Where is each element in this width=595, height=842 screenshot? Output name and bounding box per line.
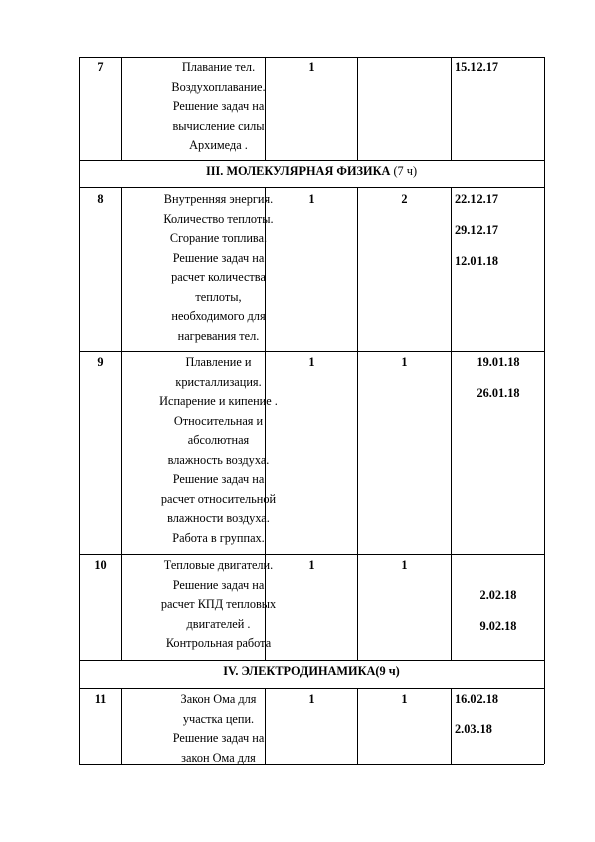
table-rule <box>79 660 544 661</box>
topic-line: Количество теплоты. <box>163 211 274 226</box>
topic-line: Контрольная работа <box>165 636 272 650</box>
topic-line: Решение задач на <box>172 250 265 265</box>
topic-line: Воздухоплавание. <box>171 79 266 94</box>
topic-line: Сгорание топлива. <box>169 231 268 245</box>
hours-count: 1 <box>308 192 315 206</box>
table-border-right <box>544 57 545 764</box>
practice-count: 1 <box>401 692 408 706</box>
topic-line: расчет количества <box>171 270 266 284</box>
practice-count: 2 <box>401 192 408 206</box>
topic-line: расчет КПД тепловых <box>160 597 277 611</box>
table-rule <box>79 688 544 689</box>
topic-line: абсолютная <box>187 433 250 447</box>
topic-line: нагревания тел. <box>177 328 260 343</box>
topic-line: участка цепи. <box>182 711 255 726</box>
topic-line: Архимеда . <box>189 138 248 152</box>
hours-count: 1 <box>308 60 315 74</box>
table-rule <box>79 160 544 161</box>
topic-line: вычисление силы <box>172 118 265 133</box>
lesson-number: 7 <box>97 60 104 74</box>
topic-line: Решение задач на <box>172 99 265 113</box>
lesson-date: 12.01.18 <box>455 254 499 268</box>
topic-line: влажность воздуха. <box>167 452 270 467</box>
topic-line: Внутренняя энергия. <box>163 192 274 206</box>
lesson-date: 2.02.18 <box>479 588 517 602</box>
lesson-date: 19.01.18 <box>476 355 520 369</box>
topic-line: кристаллизация. <box>175 374 262 389</box>
topic-line: Плавление и <box>185 355 252 369</box>
topic-line: Тепловые двигатели. <box>163 558 274 572</box>
column-rule <box>451 57 452 160</box>
section-heading <box>79 162 544 182</box>
topic-line: необходимого для <box>171 309 266 323</box>
lesson-date: 29.12.17 <box>455 223 499 237</box>
topic-line: Решение задач на <box>172 577 265 592</box>
column-rule <box>357 187 358 660</box>
topic-line: Работа в группах. <box>172 530 265 545</box>
section-heading <box>79 662 544 682</box>
lesson-date: 2.03.18 <box>455 722 492 736</box>
topic-line: расчет относительной <box>160 491 277 506</box>
lesson-number: 8 <box>97 192 104 206</box>
section-title: III. МОЛЕКУЛЯРНАЯ ФИЗИКА <box>205 164 391 178</box>
table-rule <box>79 187 544 188</box>
topic-line: влажности воздуха. <box>167 511 270 525</box>
topic-line: Испарение и кипение . <box>159 394 278 408</box>
topic-line: Относительная и <box>173 413 264 428</box>
topic-line: закон Ома для <box>181 750 256 765</box>
topic-line: Закон Ома для <box>180 692 257 706</box>
hours-count: 1 <box>308 355 315 369</box>
lesson-date: 22.12.17 <box>455 192 499 206</box>
lesson-date: 9.02.18 <box>479 619 517 633</box>
section-hours: (7 ч) <box>393 164 418 178</box>
topic-line: двигателей . <box>186 616 251 631</box>
lesson-number: 11 <box>94 692 107 706</box>
lesson-topic <box>122 190 315 346</box>
topic-line: теплоты, <box>195 289 242 304</box>
column-rule <box>451 688 452 764</box>
lesson-date: 26.01.18 <box>476 386 520 400</box>
section-title: IV. ЭЛЕКТРОДИНАМИКА(9 ч) <box>223 664 400 678</box>
topic-line: Решение задач на <box>172 472 265 486</box>
table-rule <box>79 351 544 352</box>
lesson-number: 10 <box>94 558 107 572</box>
lesson-date: 15.12.17 <box>455 60 499 74</box>
hours-count: 1 <box>308 558 315 572</box>
topic-line: Плавание тел. <box>181 60 256 74</box>
practice-count: 1 <box>401 355 408 369</box>
lesson-date: 16.02.18 <box>455 692 499 706</box>
practice-count: 1 <box>401 558 408 572</box>
lesson-number: 9 <box>97 355 104 369</box>
hours-count: 1 <box>308 692 315 706</box>
table-rule <box>79 554 544 555</box>
column-rule <box>357 57 358 160</box>
topic-line: Решение задач на <box>172 731 265 745</box>
lesson-topic <box>122 353 315 548</box>
